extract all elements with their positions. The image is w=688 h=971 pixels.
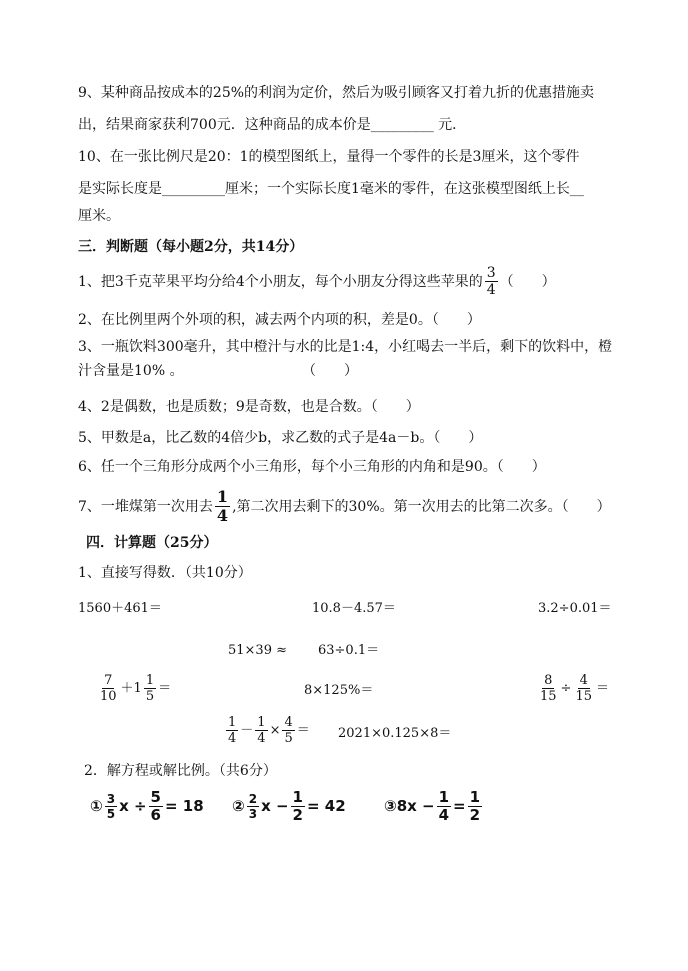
section4-sub2-title: 2．解方程或解比例。（共6分） — [84, 763, 277, 779]
calc-9: $\frac{1}{4}$ － $\frac{1}{4}$ × $\frac{4}{5}$ ＝ — [228, 715, 310, 746]
fraction: $\frac{1}{2}$ — [469, 788, 481, 824]
judge-item-7-text-rest: ,第二次用去剩下的30%。第一次用去的比第二次多。（ ） — [232, 498, 611, 515]
fraction: $\frac{8}{15}$ — [540, 673, 557, 704]
section3-title: 三．判断题（每小题2分，共14分） — [78, 239, 304, 255]
q10-line2: 是实际长度是_________厘米；一个实际长度1毫米的零件，在这张模型图纸上长__ — [78, 181, 584, 197]
fraction: $\frac{1}{4}$ — [257, 715, 266, 746]
judge-item-5: 5、甲数是a，比乙数的4倍少b，求乙数的式子是4a－b。（ ） — [78, 430, 483, 446]
judge-item-2: 2、在比例里两个外项的积，减去两个内项的积，差是0。（ ） — [78, 312, 481, 328]
judge-item-1 — [78, 266, 556, 297]
calc-6: $\frac{7}{10}$ ＋1 $\frac{1}{5}$ ＝ — [100, 673, 172, 704]
calc-3: 3.2÷0.01＝ — [538, 601, 612, 616]
fraction: $\frac{4}{5}$ — [284, 715, 293, 746]
fraction: $\frac{1}{4}$ — [228, 715, 237, 746]
equation-1: ① $\frac{3}{5}$ x ÷ $\frac{5}{6}$ = 18 — [90, 788, 204, 824]
fraction: $\frac{5}{6}$ — [150, 788, 161, 824]
calc-5: 63÷0.1＝ — [318, 643, 380, 658]
equation-2: ② $\frac{2}{3}$ x − $\frac{1}{2}$ = 42 — [232, 788, 346, 824]
section4-title: 四．计算题（25分） — [86, 535, 218, 551]
calc-8: $\frac{8}{15}$ ÷ $\frac{4}{15}$ ＝ — [540, 673, 610, 704]
judge-item-6: 6、任一个三角形分成两个小三角形，每个小三角形的内角和是90。（ ） — [78, 459, 546, 475]
fraction: $\frac{1}{4}$ — [216, 487, 229, 525]
calc-4: 51×39 ≈ — [228, 643, 288, 658]
judge-item-4: 4、2是偶数，也是质数；9是奇数，也是合数。（ ） — [78, 399, 420, 415]
q9-line2: 出，结果商家获利700元．这种商品的成本价是_________ 元． — [78, 117, 467, 133]
section4-sub1-title: 1、直接写得数．（共10分） — [78, 565, 252, 581]
fraction: $\frac{2}{3}$ — [248, 792, 258, 821]
judge-item-7-text: 7、一堆煤第一次用去 — [78, 498, 213, 515]
answer-blank: （ ） — [499, 273, 556, 290]
fraction: $\frac{1}{5}$ — [145, 673, 155, 704]
judge-item-1-text: 1、把3千克苹果平均分给4个小朋友，每个小朋友分得这些苹果的 — [78, 273, 483, 290]
judge-item-3-line1: 3、一瓶饮料300毫升，其中橙汁与水的比是1:4，小红喝去一半后，剩下的饮料中，橙 — [78, 339, 613, 355]
q10-line3: 厘米。 — [78, 208, 120, 224]
q10-line1: 10、在一张比例尺是20：1的模型图纸上，量得一个零件的长是3厘米，这个零件 — [78, 149, 580, 165]
fraction: $\frac{1}{4}$ — [438, 788, 450, 824]
fraction: $\frac{3}{5}$ — [106, 792, 116, 821]
calc-2: 10.8－4.57＝ — [312, 601, 396, 616]
fraction: $\frac{1}{2}$ — [292, 788, 303, 824]
judge-item-3-line2: 汁含量是10% 。 — [78, 363, 184, 379]
fraction: $\frac{3}{4}$ — [486, 265, 496, 298]
fraction: $\frac{7}{10}$ — [100, 673, 117, 704]
q9-line1: 9、某种商品按成本的25%的利润为定价，然后为吸引顾客又打着九折的优惠措施卖 — [78, 85, 595, 101]
answer-blank: （ ） — [302, 363, 358, 379]
calc-1: 1560＋461＝ — [78, 601, 162, 616]
equation-3: ③ 8x − $\frac{1}{4}$ = $\frac{1}{2}$ — [384, 788, 481, 824]
calc-7: 8×125%＝ — [304, 683, 374, 698]
calc-10: 2021×0.125×8＝ — [338, 726, 452, 741]
judge-item-7 — [78, 489, 611, 524]
fraction: $\frac{4}{15}$ — [575, 673, 592, 704]
